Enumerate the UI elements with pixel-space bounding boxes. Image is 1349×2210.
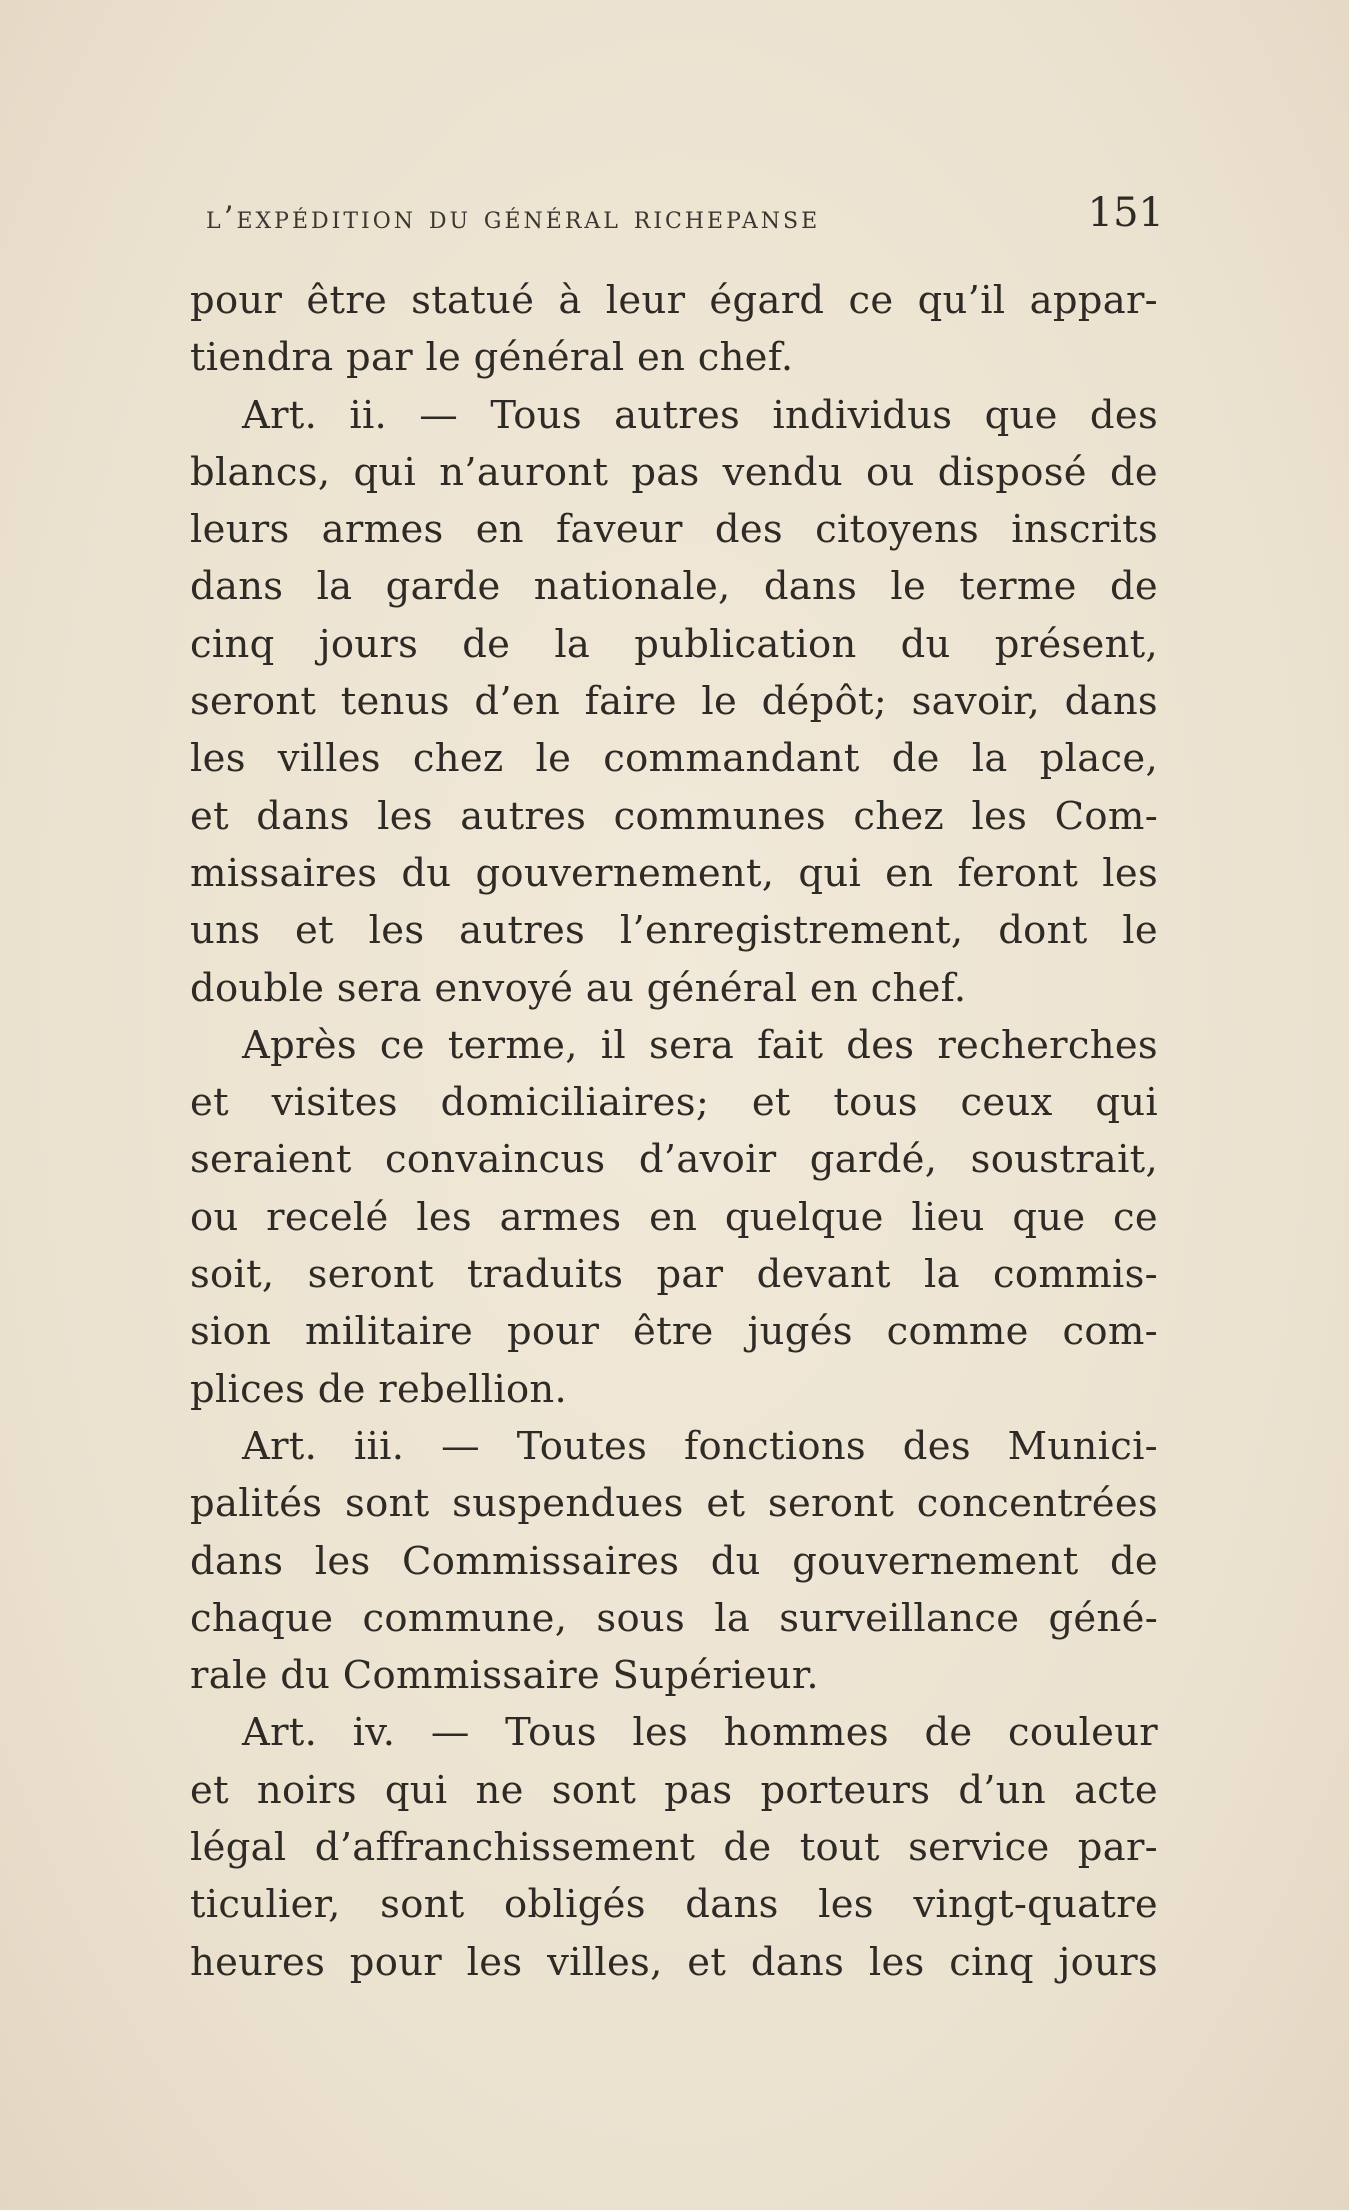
text-line: missaires du gouvernement, qui en feront les	[190, 850, 1158, 896]
text-line: les villes chez le commandant de la place,	[190, 736, 1158, 782]
text-line: pour être statué à leur égard ce qu’il appar-	[190, 278, 1158, 323]
text-line: dans les Commissaires du gouvernement de	[190, 1538, 1158, 1584]
text-line: et visites domiciliaires; et tous ceux qui	[190, 1080, 1158, 1126]
text-line: seraient convaincus d’avoir gardé, soustrait,	[190, 1137, 1158, 1183]
text-line: blancs, qui n’auront pas vendu ou disposé de	[190, 449, 1158, 495]
text-line: palités sont suspendues et seront concentrées	[190, 1481, 1158, 1527]
text-line: et noirs qui ne sont pas porteurs d’un acte	[190, 1767, 1158, 1813]
text-line: double sera envoyé au général en chef.	[190, 965, 967, 1011]
text-line: ou recelé les armes en quelque lieu que ce	[190, 1194, 1158, 1240]
text-line: chaque commune, sous la surveillance géné-	[190, 1595, 1158, 1641]
running-title: l’expédition du général richepanse	[206, 200, 821, 236]
text-line: plices de rebellion.	[190, 1366, 568, 1412]
text-line: Art. iv. — Tous les hommes de couleur	[242, 1710, 1158, 1756]
text-line: Art. ii. — Tous autres individus que des	[242, 392, 1158, 438]
text-line: tiendra par le général en chef.	[190, 335, 794, 381]
page-number: 151	[1087, 190, 1164, 236]
text-line: rale du Commissaire Supérieur.	[190, 1653, 819, 1699]
text-line: légal d’affranchissement de tout service par-	[190, 1825, 1158, 1871]
text-line: dans la garde nationale, dans le terme de	[190, 564, 1158, 610]
text-line: et dans les autres communes chez les Com-	[190, 793, 1158, 839]
text-line: soit, seront traduits par devant la commis-	[190, 1252, 1158, 1298]
running-head	[206, 190, 1164, 240]
text-line: heures pour les villes, et dans les cinq jours	[190, 1939, 1158, 1985]
text-line: cinq jours de la publication du présent,	[190, 621, 1158, 667]
text-line: seront tenus d’en faire le dépôt; savoir, dans	[190, 679, 1158, 725]
text-line: Après ce terme, il sera fait des recherches	[242, 1022, 1158, 1068]
text-line: uns et les autres l’enregistrement, dont le	[190, 908, 1158, 954]
text-line: ticulier, sont obligés dans les vingt-quatre	[190, 1882, 1158, 1928]
text-line: sion militaire pour être jugés comme com-	[190, 1309, 1158, 1355]
body-text	[190, 272, 1158, 1991]
text-line: leurs armes en faveur des citoyens inscrits	[190, 507, 1158, 553]
text-line: Art. iii. — Toutes fonctions des Munici-	[242, 1423, 1158, 1469]
